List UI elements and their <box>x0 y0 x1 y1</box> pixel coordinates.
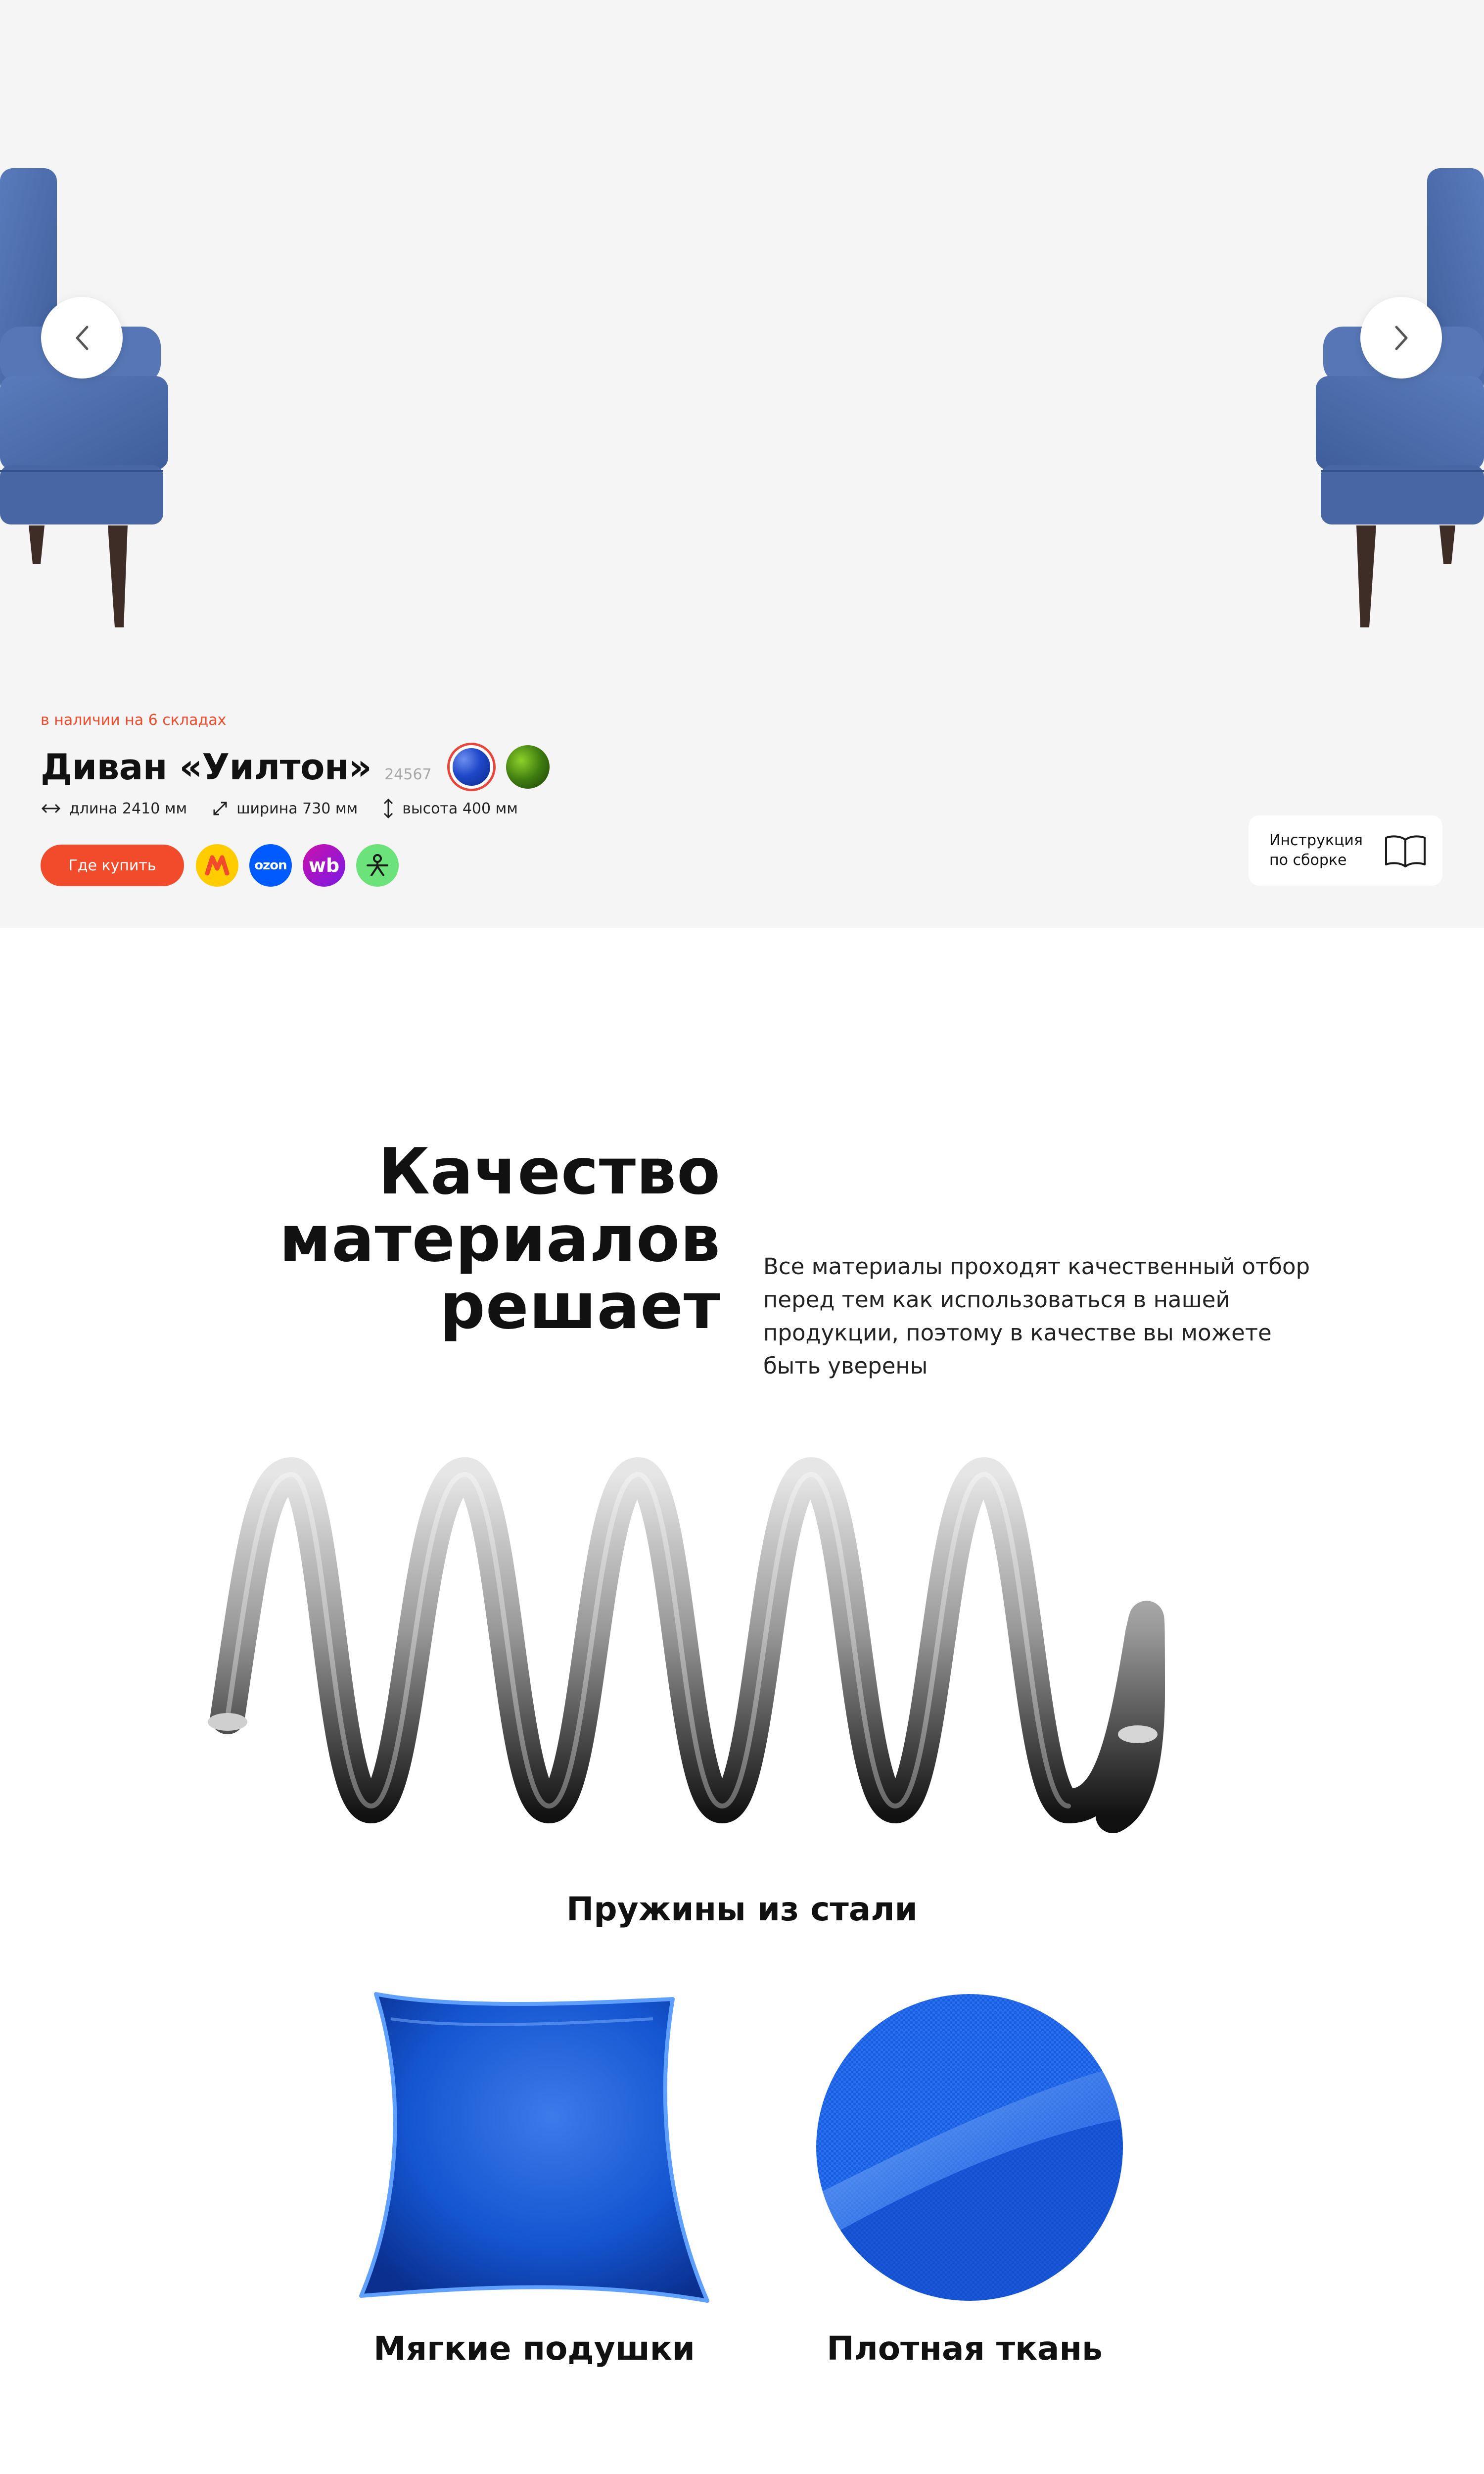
dimension-length-text: длина 2410 мм <box>69 800 187 817</box>
dimension-width-text: ширина 730 мм <box>236 800 358 817</box>
diagonal-arrows-icon <box>212 800 229 817</box>
product-title-row <box>41 740 550 794</box>
dense-fabric-image <box>811 1989 1128 2306</box>
chevron-right-icon <box>1391 323 1411 353</box>
gallery-prev-button[interactable] <box>41 297 123 379</box>
product-sku: 24567 <box>384 765 432 783</box>
assembly-instruction-label: Инструкция по сборке <box>1269 832 1363 869</box>
product-hero <box>0 0 1484 928</box>
wildberries-link[interactable]: wb <box>303 844 345 887</box>
steel-spring-image <box>208 1450 1276 1856</box>
megamarket-link[interactable] <box>356 844 399 887</box>
dimension-height <box>382 798 518 819</box>
product-dimensions <box>41 798 543 819</box>
ozon-link[interactable]: ozon <box>249 844 292 887</box>
open-book-icon <box>1383 833 1428 868</box>
color-swatch-blue[interactable] <box>450 745 493 789</box>
dimension-length <box>41 800 187 817</box>
sofa-image-left <box>0 168 178 633</box>
gallery-next-button[interactable] <box>1360 297 1442 379</box>
horizontal-arrows-icon <box>41 803 61 814</box>
feature-caption-pillow: Мягкие подушки <box>373 2330 695 2368</box>
vertical-arrows-icon <box>382 798 394 819</box>
product-title: Диван «Уилтон» <box>41 746 372 788</box>
chevron-left-icon <box>72 323 92 353</box>
yandex-market-link[interactable] <box>196 844 238 887</box>
megamarket-icon <box>364 852 391 879</box>
sofa-image-right <box>1306 168 1484 633</box>
feature-caption-fabric: Плотная ткань <box>827 2330 1103 2368</box>
soft-pillow-image <box>356 1989 712 2311</box>
assembly-instruction-button[interactable] <box>1249 815 1442 886</box>
stock-status: в наличии на 6 складах <box>41 712 227 729</box>
feature-caption-spring: Пружины из стали <box>566 1890 918 1928</box>
dimension-height-text: высота 400 мм <box>402 800 518 817</box>
dimension-width <box>212 800 358 817</box>
yandex-market-icon <box>202 851 232 880</box>
where-to-buy-button[interactable]: Где купить <box>41 845 184 886</box>
quality-description: Все материалы проходят качественный отбор перед тем как использоваться в нашей продукции, поэтому в качестве вы можете быть уверены <box>763 1253 1310 1379</box>
quality-heading: Качество материалов решает <box>279 1135 721 1344</box>
buy-row <box>41 844 399 887</box>
color-swatch-green[interactable] <box>506 745 550 789</box>
